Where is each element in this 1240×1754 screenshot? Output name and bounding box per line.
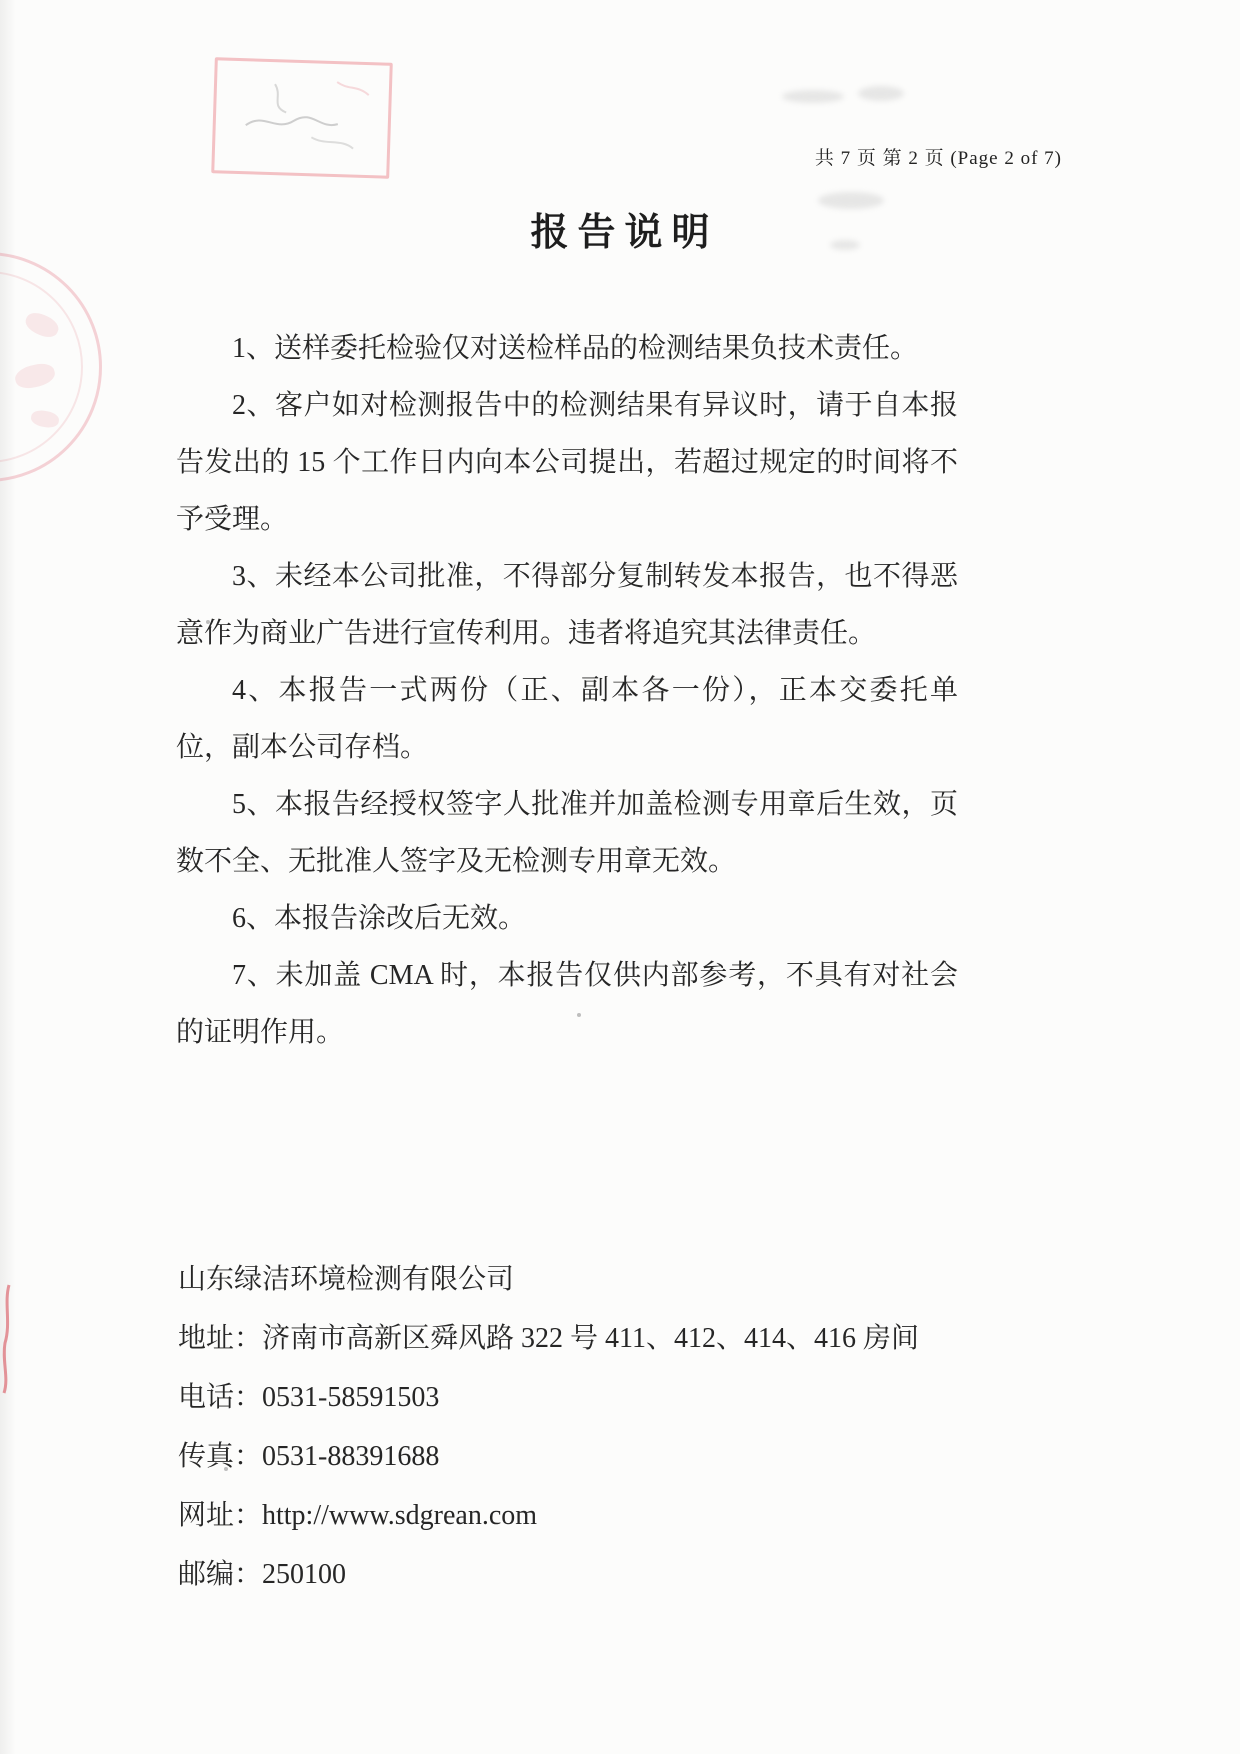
report-notes <box>176 320 958 1061</box>
company-address: 地址：济南市高新区舜风路 322 号 411、412、414、416 房间 <box>178 1323 919 1354</box>
company-name: 山东绿洁环境检测有限公司 <box>178 1264 515 1295</box>
note-item-5: 5、本报告经授权签字人批准并加盖检测专用章后生效，页数不全、无批准人签字及无检测专用章无效。 <box>176 789 958 877</box>
note-item-6: 6、本报告涂改后无效。 <box>232 903 527 934</box>
company-info <box>178 1250 998 1604</box>
company-website: 网址：http://www.sdgrean.com <box>178 1500 538 1531</box>
page-number: 共 7 页 第 2 页 (Page 2 of 7) <box>814 148 1062 169</box>
company-fax: 传真：0531-88391688 <box>178 1441 440 1472</box>
red-round-seal-partial <box>0 252 102 482</box>
red-ink-mark <box>0 1283 16 1395</box>
scan-smudge <box>858 86 904 101</box>
stamp-scribble-marks <box>214 60 389 175</box>
page-title: 报告说明 <box>530 212 719 254</box>
company-phone: 电话：0531-58591503 <box>178 1382 440 1413</box>
scan-smudge <box>782 90 844 103</box>
note-item-3: 3、未经本公司批准，不得部分复制转发本报告，也不得恶意作为商业广告进行宣传利用。违者将追究其法律责任。 <box>176 561 958 649</box>
company-postcode: 邮编：250100 <box>178 1559 347 1590</box>
note-item-1: 1、送样委托检验仅对送检样品的检测结果负技术责任。 <box>232 333 919 364</box>
note-item-4: 4、本报告一式两份（正、副本各一份），正本交委托单位，副本公司存档。 <box>176 675 958 763</box>
note-item-2: 2、客户如对检测报告中的检测结果有异议时，请于自本报告发出的 15 个工作日内向本公司提出，若超过规定的时间将不予受理。 <box>176 390 958 535</box>
note-item-7: 7、未加盖 CMA 时，本报告仅供内部参考，不具有对社会的证明作用。 <box>176 960 958 1048</box>
red-rectangular-stamp <box>211 57 393 179</box>
